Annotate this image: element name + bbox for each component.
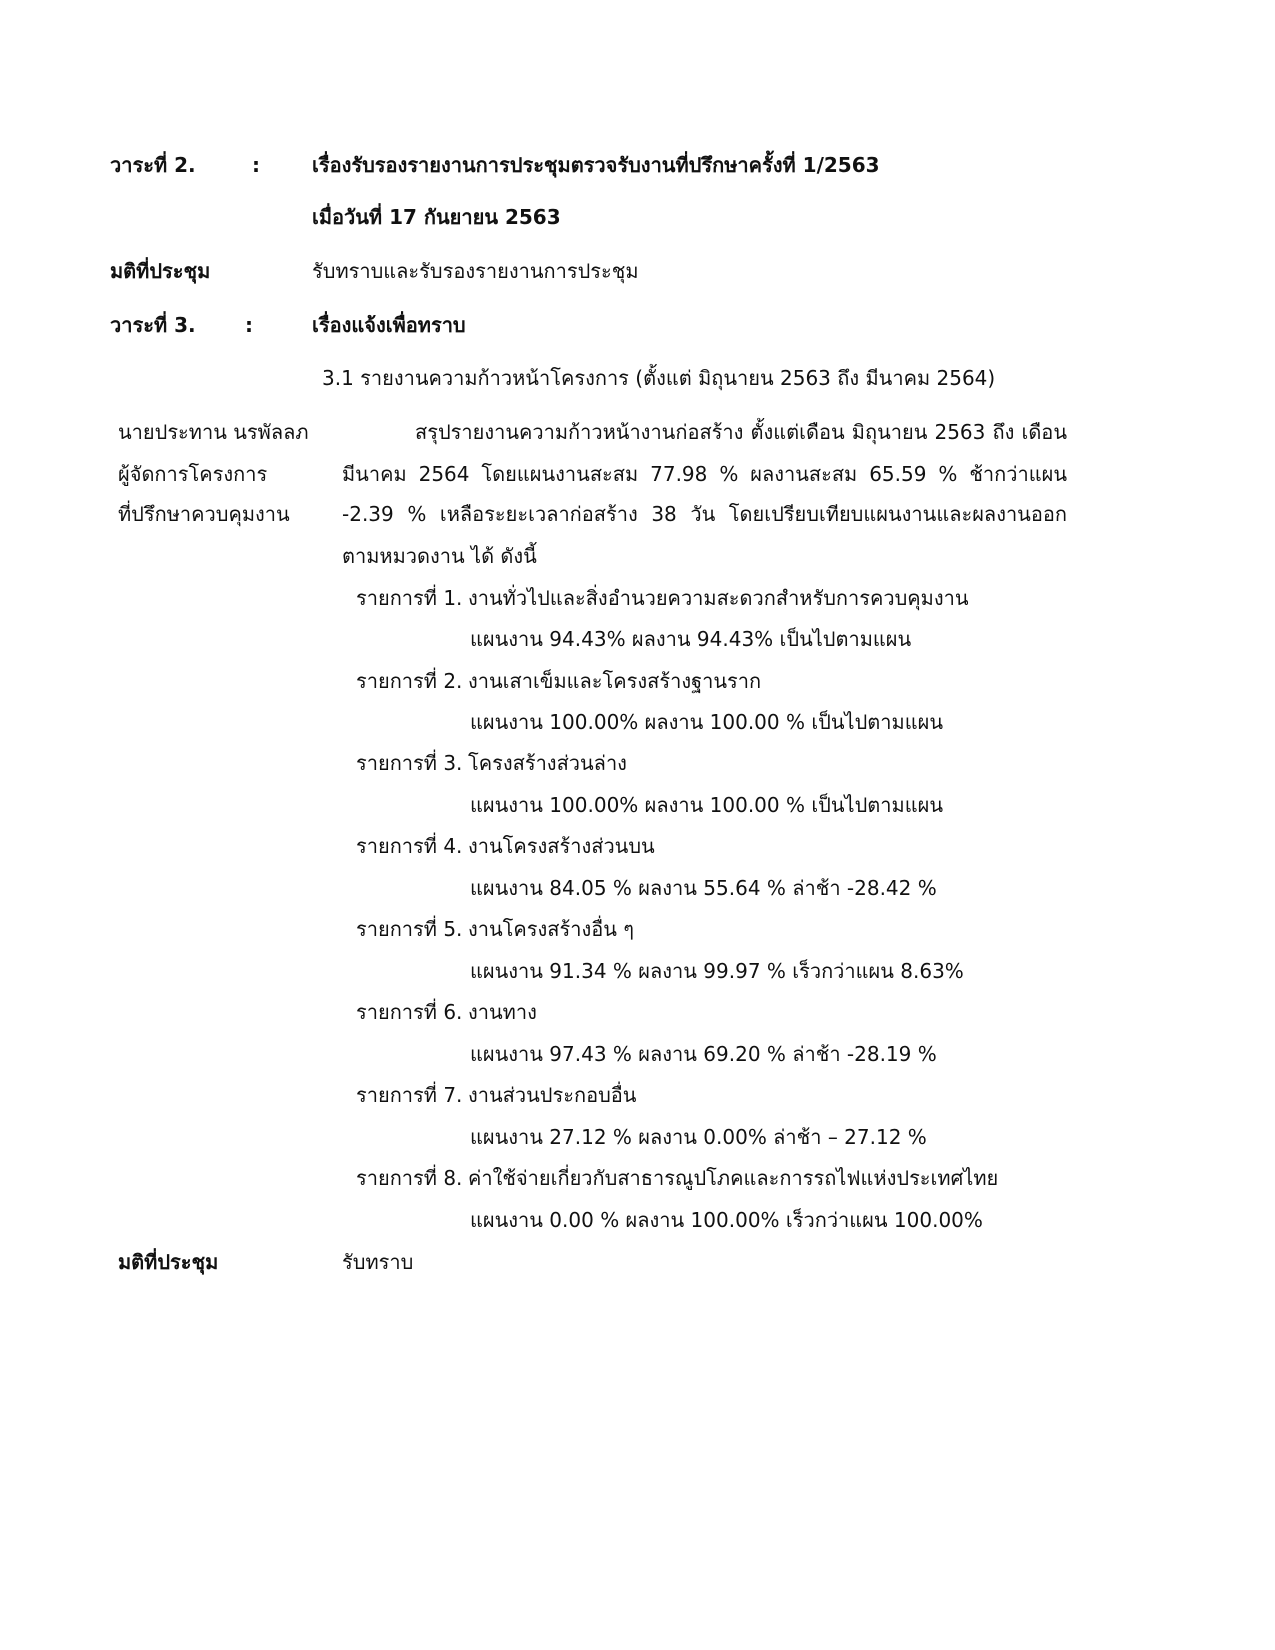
item-status: แผนงาน 94.43% ผลงาน 94.43% เป็นไปตามแผน xyxy=(470,627,912,651)
item-label: รายการที่ 7. xyxy=(356,1083,463,1107)
item-label: รายการที่ 8. xyxy=(356,1166,463,1190)
item-name: งานโครงสร้างส่วนบน xyxy=(468,834,655,858)
item-name: งานส่วนประกอบอื่น xyxy=(468,1083,637,1107)
item-name: ค่าใช้จ่ายเกี่ยวกับสาธารณูปโภคและการรถไฟแห่งประเทศไทย xyxy=(468,1166,999,1190)
agenda3-resolution-label: มติที่ประชุม xyxy=(118,1250,219,1274)
summary-line-4: ตามหมวดงาน ได้ ดังนี้ xyxy=(342,544,537,568)
item-name: งานโครงสร้างอื่น ๆ xyxy=(468,917,635,941)
item-label: รายการที่ 3. xyxy=(356,751,463,775)
summary-line-1: สรุปรายงานความก้าวหน้างานก่อสร้าง ตั้งแต่เดือน มิถุนายน 2563 ถึง เดือน xyxy=(415,420,1067,444)
agenda3-resolution-text: รับทราบ xyxy=(342,1250,414,1274)
item-status: แผนงาน 97.43 % ผลงาน 69.20 % ล่าช้า -28.19 % xyxy=(470,1042,937,1066)
item-status: แผนงาน 100.00% ผลงาน 100.00 % เป็นไปตามแผน xyxy=(470,710,943,734)
agenda2-label: วาระที่ 2. xyxy=(110,153,196,177)
agenda2-title: เรื่องรับรองรายงานการประชุมตรวจรับงานที่ปรึกษาครั้งที่ 1/2563 xyxy=(312,153,880,177)
agenda3-colon: : xyxy=(245,313,253,337)
agenda2-resolution-label: มติที่ประชุม xyxy=(110,259,211,283)
agenda3-subtopic: 3.1 รายงานความก้าวหน้าโครงการ (ตั้งแต่ มิถุนายน 2563 ถึง มีนาคม 2564) xyxy=(322,366,996,390)
item-name: โครงสร้างส่วนล่าง xyxy=(468,751,627,775)
item-label: รายการที่ 2. xyxy=(356,669,463,693)
item-name: งานทาง xyxy=(468,1000,537,1024)
item-label: รายการที่ 5. xyxy=(356,917,463,941)
presenter-name: นายประทาน นรพัลลภ xyxy=(118,420,309,444)
item-status: แผนงาน 84.05 % ผลงาน 55.64 % ล่าช้า -28.42 % xyxy=(470,876,937,900)
item-label: รายการที่ 4. xyxy=(356,834,463,858)
presenter-role-line2: ที่ปรึกษาควบคุมงาน xyxy=(118,502,290,526)
item-name: งานเสาเข็มและโครงสร้างฐานราก xyxy=(468,669,762,693)
agenda2-resolution-text: รับทราบและรับรองรายงานการประชุม xyxy=(312,259,639,283)
item-status: แผนงาน 27.12 % ผลงาน 0.00% ล่าช้า – 27.12 % xyxy=(470,1125,927,1149)
item-label: รายการที่ 1. xyxy=(356,586,463,610)
summary-line-3: -2.39 % เหลือระยะเวลาก่อสร้าง 38 วัน โดยเปรียบเทียบแผนงานและผลงานออก xyxy=(342,502,1067,526)
agenda3-title: เรื่องแจ้งเพื่อทราบ xyxy=(312,313,466,337)
item-status: แผนงาน 100.00% ผลงาน 100.00 % เป็นไปตามแผน xyxy=(470,793,943,817)
item-label: รายการที่ 6. xyxy=(356,1000,463,1024)
agenda2-colon: : xyxy=(252,153,260,177)
item-status: แผนงาน 91.34 % ผลงาน 99.97 % เร็วกว่าแผน 8.63% xyxy=(470,959,964,983)
item-status: แผนงาน 0.00 % ผลงาน 100.00% เร็วกว่าแผน 100.00% xyxy=(470,1208,983,1232)
presenter-role-line1: ผู้จัดการโครงการ xyxy=(118,462,268,486)
agenda3-label: วาระที่ 3. xyxy=(110,313,196,337)
item-name: งานทั่วไปและสิ่งอำนวยความสะดวกสำหรับการควบคุมงาน xyxy=(468,586,969,610)
agenda2-date: เมื่อวันที่ 17 กันยายน 2563 xyxy=(312,205,561,229)
summary-line-2: มีนาคม 2564 โดยแผนงานสะสม 77.98 % ผลงานสะสม 65.59 % ช้ากว่าแผน xyxy=(342,462,1067,486)
